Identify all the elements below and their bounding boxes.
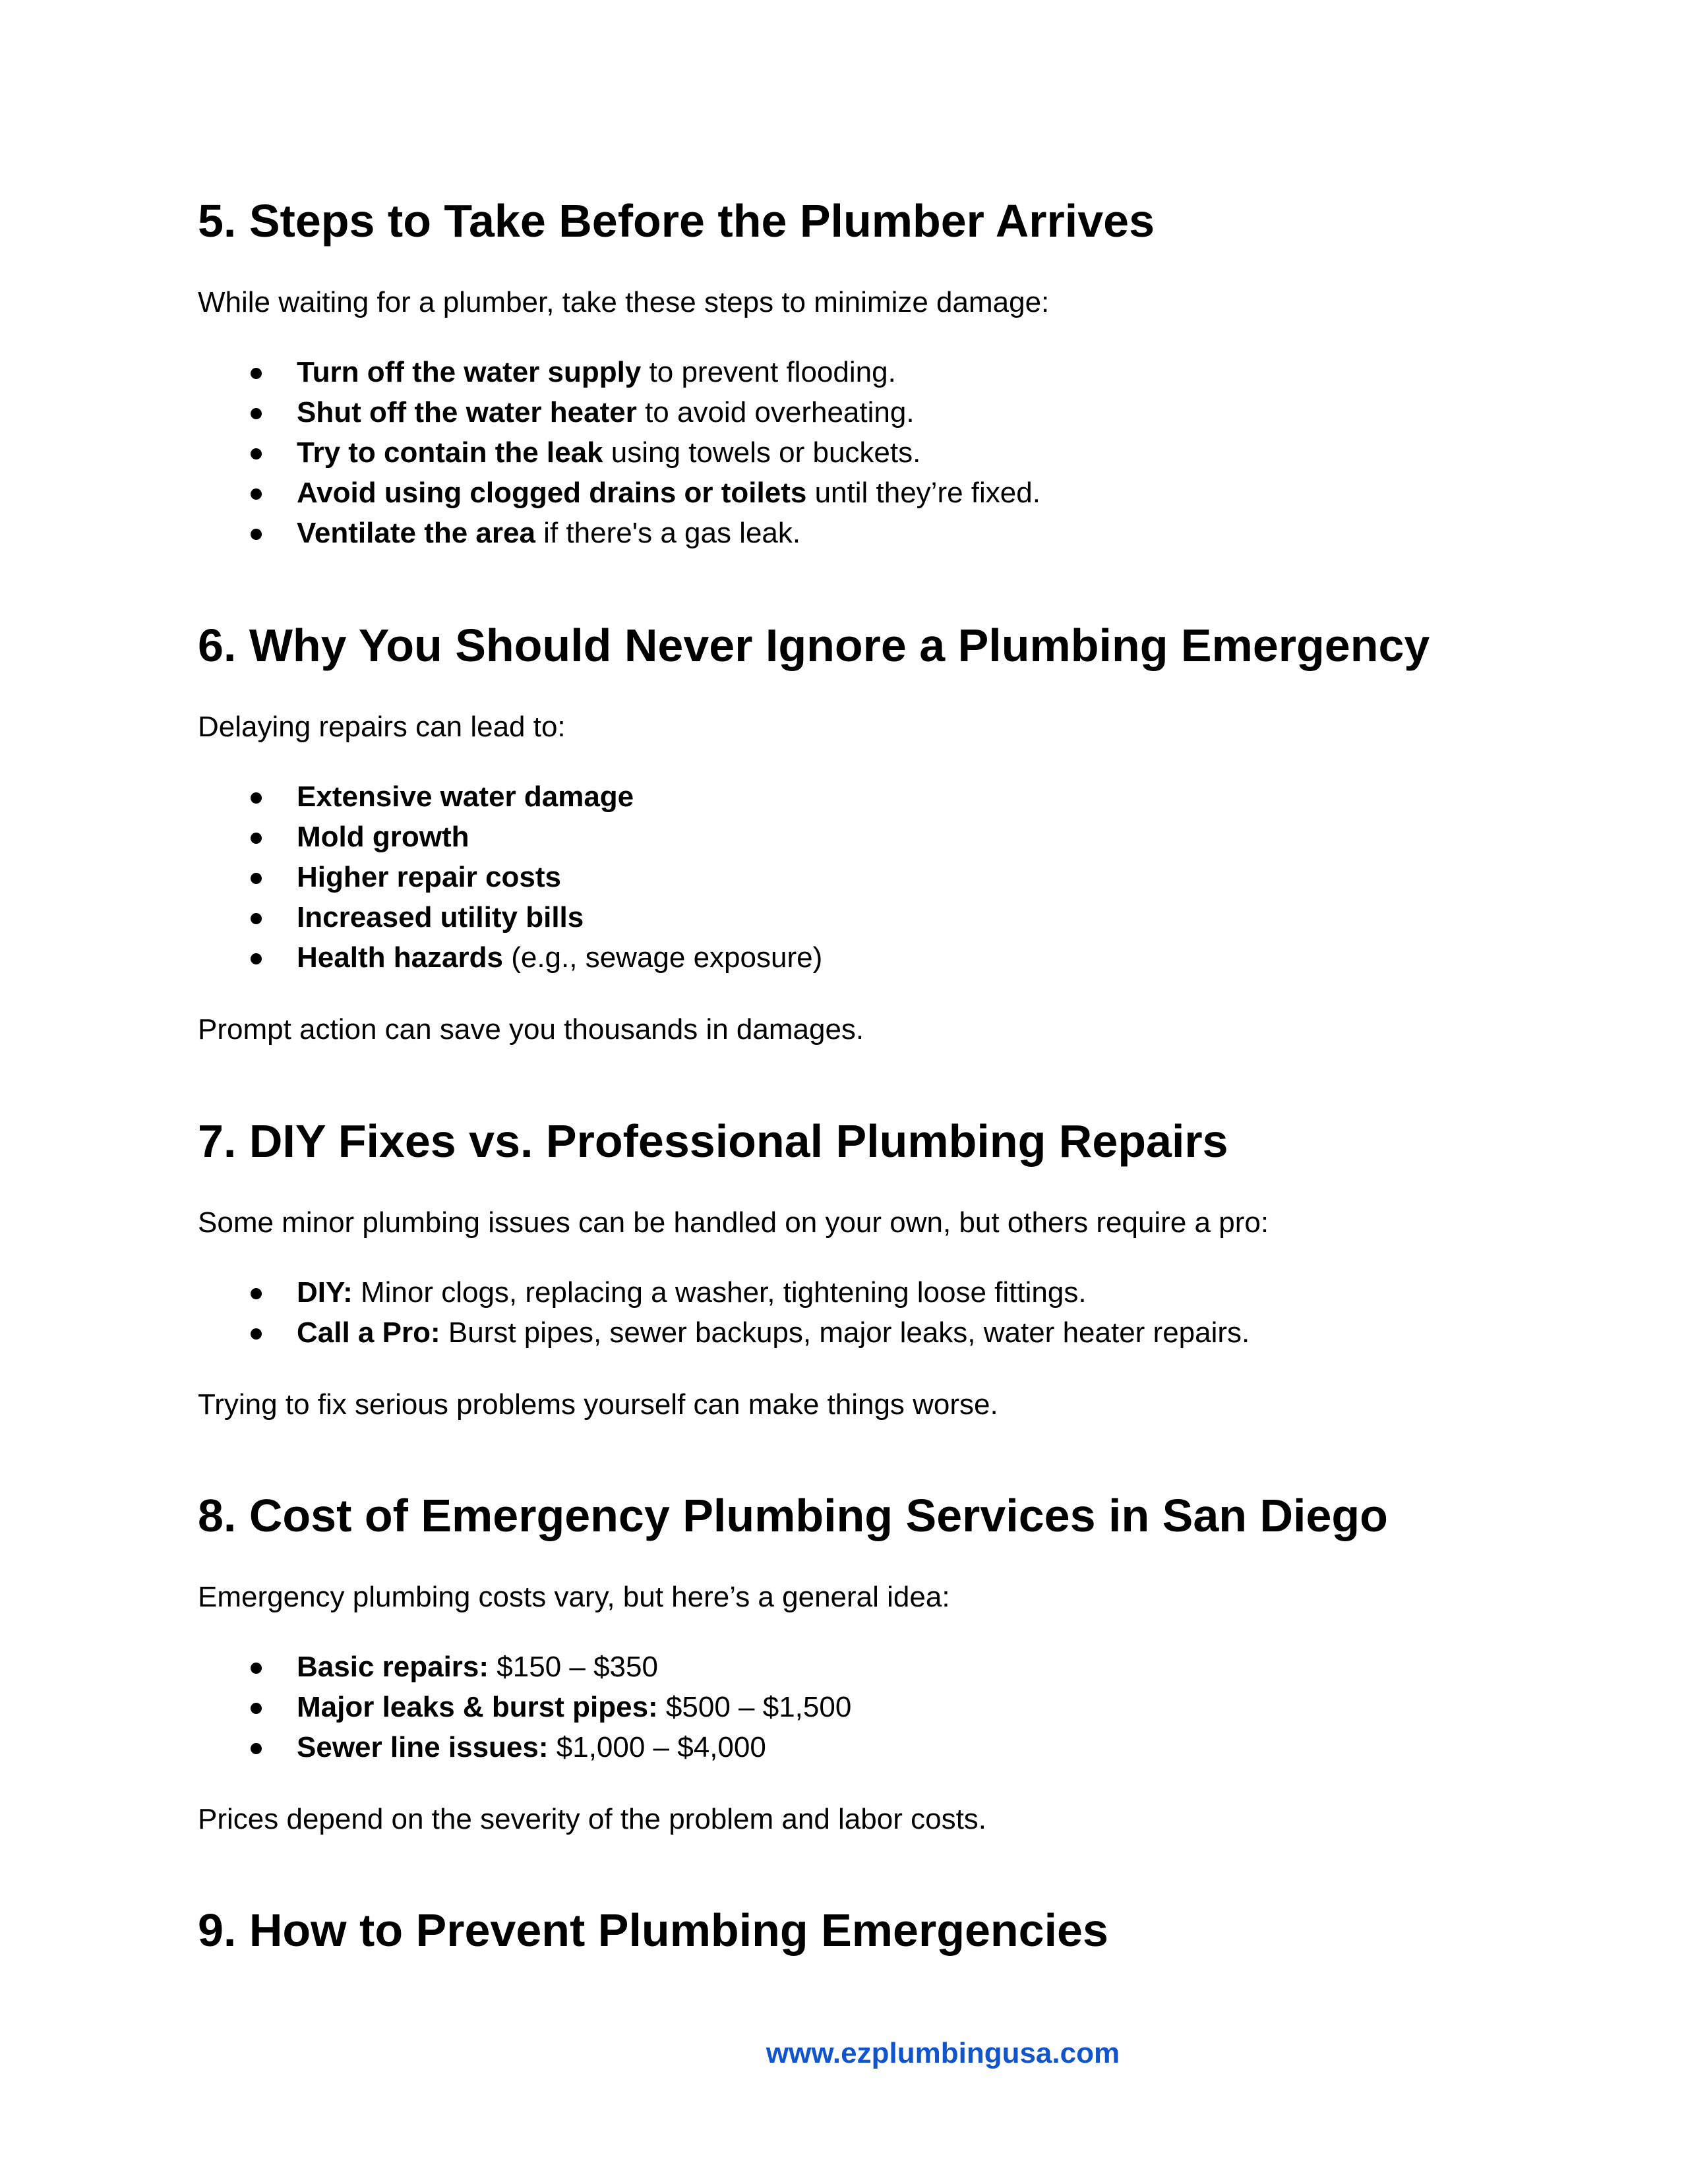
bullet-list	[198, 352, 1503, 553]
section-heading: 5. Steps to Take Before the Plumber Arrives	[198, 195, 1155, 247]
section-heading: 8. Cost of Emergency Plumbing Services in San Diego	[198, 1489, 1388, 1541]
list-item: DIY: Minor clogs, replacing a washer, tightening loose fittings.	[198, 1272, 1503, 1313]
bullet-icon	[251, 792, 262, 804]
bullet-icon	[251, 488, 262, 500]
section-never-ignore-emergency	[198, 622, 1503, 1048]
bullet-icon	[251, 408, 262, 419]
list-item: Basic repairs: $150 – $350	[198, 1647, 1503, 1687]
bullet-icon	[251, 1743, 262, 1754]
bullet-icon	[251, 448, 262, 459]
bullet-list	[198, 777, 1503, 978]
bullet-icon	[251, 953, 262, 964]
list-item: Sewer line issues: $1,000 – $4,000	[198, 1727, 1503, 1767]
bullet-icon	[251, 1328, 262, 1340]
section-diy-vs-professional	[198, 1115, 1503, 1423]
bullet-icon	[251, 1703, 262, 1714]
section-intro: Some minor plumbing issues can be handled on your own, but others require a pro:	[198, 1206, 1269, 1239]
section-intro: Emergency plumbing costs vary, but here’s a general idea:	[198, 1580, 950, 1613]
bullet-icon	[251, 873, 262, 884]
document-page	[198, 195, 1503, 1957]
section-outro: Prompt action can save you thousands in damages.	[198, 1013, 864, 1046]
list-item: Try to contain the leak using towels or buckets.	[198, 432, 1503, 473]
section-outro: Prices depend on the severity of the problem and labor costs.	[198, 1803, 987, 1836]
section-intro: While waiting for a plumber, take these steps to minimize damage:	[198, 286, 1050, 318]
list-item: Major leaks & burst pipes: $500 – $1,500	[198, 1687, 1503, 1727]
section-heading: 6. Why You Should Never Ignore a Plumbing Emergency	[198, 620, 1430, 672]
section-outro: Trying to fix serious problems yourself can make things worse.	[198, 1388, 998, 1421]
bullet-icon	[251, 833, 262, 844]
list-item: Avoid using clogged drains or toilets until they’re fixed.	[198, 473, 1503, 513]
section-heading: 7. DIY Fixes vs. Professional Plumbing Repairs	[198, 1115, 1228, 1167]
list-item: Health hazards (e.g., sewage exposure)	[198, 937, 1503, 978]
website-link[interactable]: www.ezplumbingusa.com	[766, 2037, 1120, 2069]
list-item: Turn off the water supply to prevent flooding.	[198, 352, 1503, 392]
list-item: Increased utility bills	[198, 897, 1503, 937]
list-item: Extensive water damage	[198, 777, 1503, 817]
section-emergency-cost	[198, 1489, 1503, 1838]
bullet-list	[198, 1272, 1503, 1353]
bullet-icon	[251, 529, 262, 540]
bullet-icon	[251, 1288, 262, 1299]
bullet-icon	[251, 1663, 262, 1674]
section-intro: Delaying repairs can lead to:	[198, 711, 566, 744]
bullet-list	[198, 1647, 1503, 1767]
bullet-icon	[251, 913, 262, 924]
section-before-plumber-arrives	[198, 195, 1503, 553]
section-prevent-emergencies	[198, 1904, 1503, 1957]
list-item: Shut off the water heater to avoid overheating.	[198, 392, 1503, 432]
list-item: Higher repair costs	[198, 857, 1503, 897]
list-item: Ventilate the area if there's a gas leak.	[198, 513, 1503, 553]
section-heading: 9. How to Prevent Plumbing Emergencies	[198, 1904, 1108, 1957]
bullet-icon	[251, 368, 262, 379]
list-item: Mold growth	[198, 817, 1503, 857]
page-footer	[0, 2037, 1688, 2070]
list-item: Call a Pro: Burst pipes, sewer backups, major leaks, water heater repairs.	[198, 1313, 1503, 1353]
